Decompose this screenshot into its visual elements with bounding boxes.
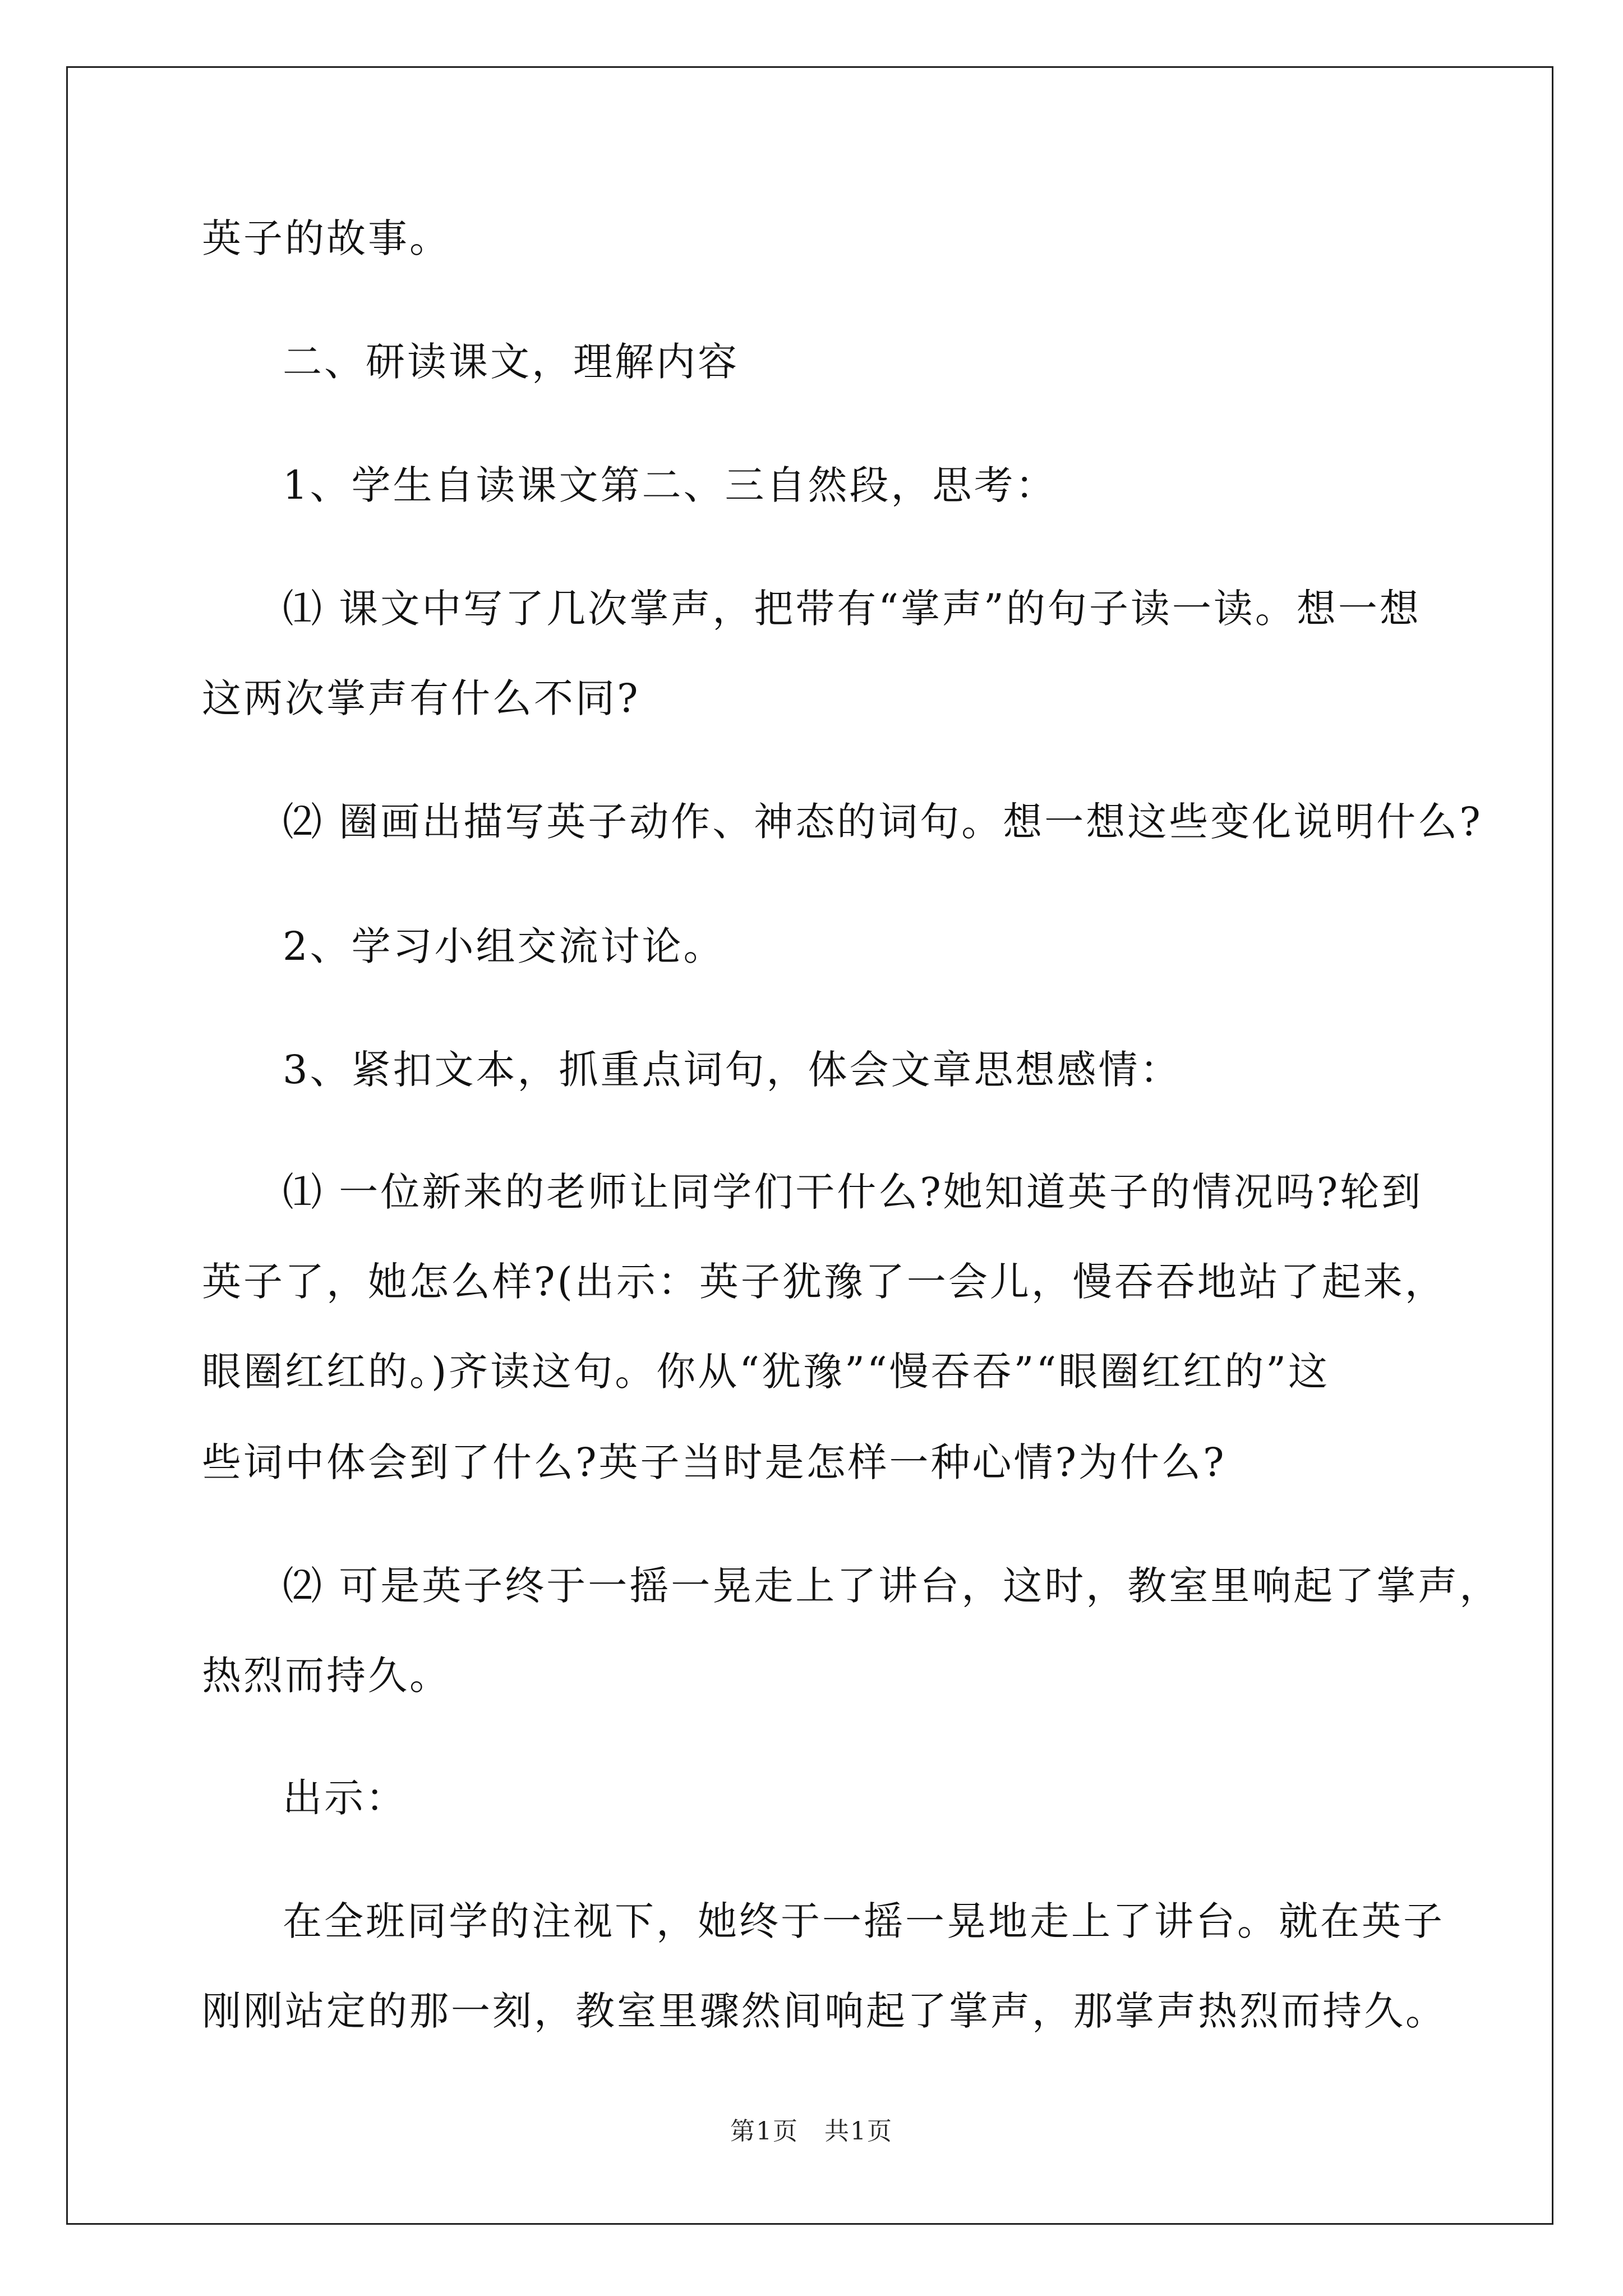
text-line: ⑵ 圈画出描写英子动作、神态的词句。想一想这些变化说明什么? [283,799,1483,845]
page-number: 第1页 共1页 [730,2117,893,2146]
text-line: 英子的故事。 [202,215,451,261]
text-line: 眼圈红红的。)齐读这句。你从“犹豫”“慢吞吞”“眼圈红红的”这 [202,1349,1330,1395]
text-line: 刚刚站定的那一刻，教室里骤然间响起了掌声，那掌声热烈而持久。 [202,1988,1447,2034]
text-line: 3、紧扣文本，抓重点词句，体会文章思想感情： [283,1047,1182,1093]
text-line: 2、学习小组交流讨论。 [283,923,725,969]
text-line: 热烈而持久。 [202,1653,451,1699]
text-line: 这两次掌声有什么不同? [202,675,640,721]
text-line: 出示： [283,1775,407,1821]
text-line: ⑵ 可是英子终于一摇一晃走上了讲台，这时，教室里响起了掌声， [283,1563,1501,1609]
text-line: 1、学生自读课文第二、三自然段，思考： [283,462,1057,508]
section-heading: 二、研读课文，理解内容 [283,339,739,385]
text-line: ⑴ 课文中写了几次掌声，把带有“掌声”的句子读一读。想一想 [283,586,1421,632]
text-line: 在全班同学的注视下，她终于一摇一晃地走上了讲台。就在英子 [283,1898,1445,1944]
text-line: ⑴ 一位新来的老师让同学们干什么?她知道英子的情况吗?轮到 [283,1169,1423,1215]
text-line: 些词中体会到了什么?英子当时是怎样一种心情?为什么? [202,1439,1227,1485]
text-line: 英子了，她怎么样?(出示：英子犹豫了一会儿，慢吞吞地站了起来， [202,1259,1446,1305]
